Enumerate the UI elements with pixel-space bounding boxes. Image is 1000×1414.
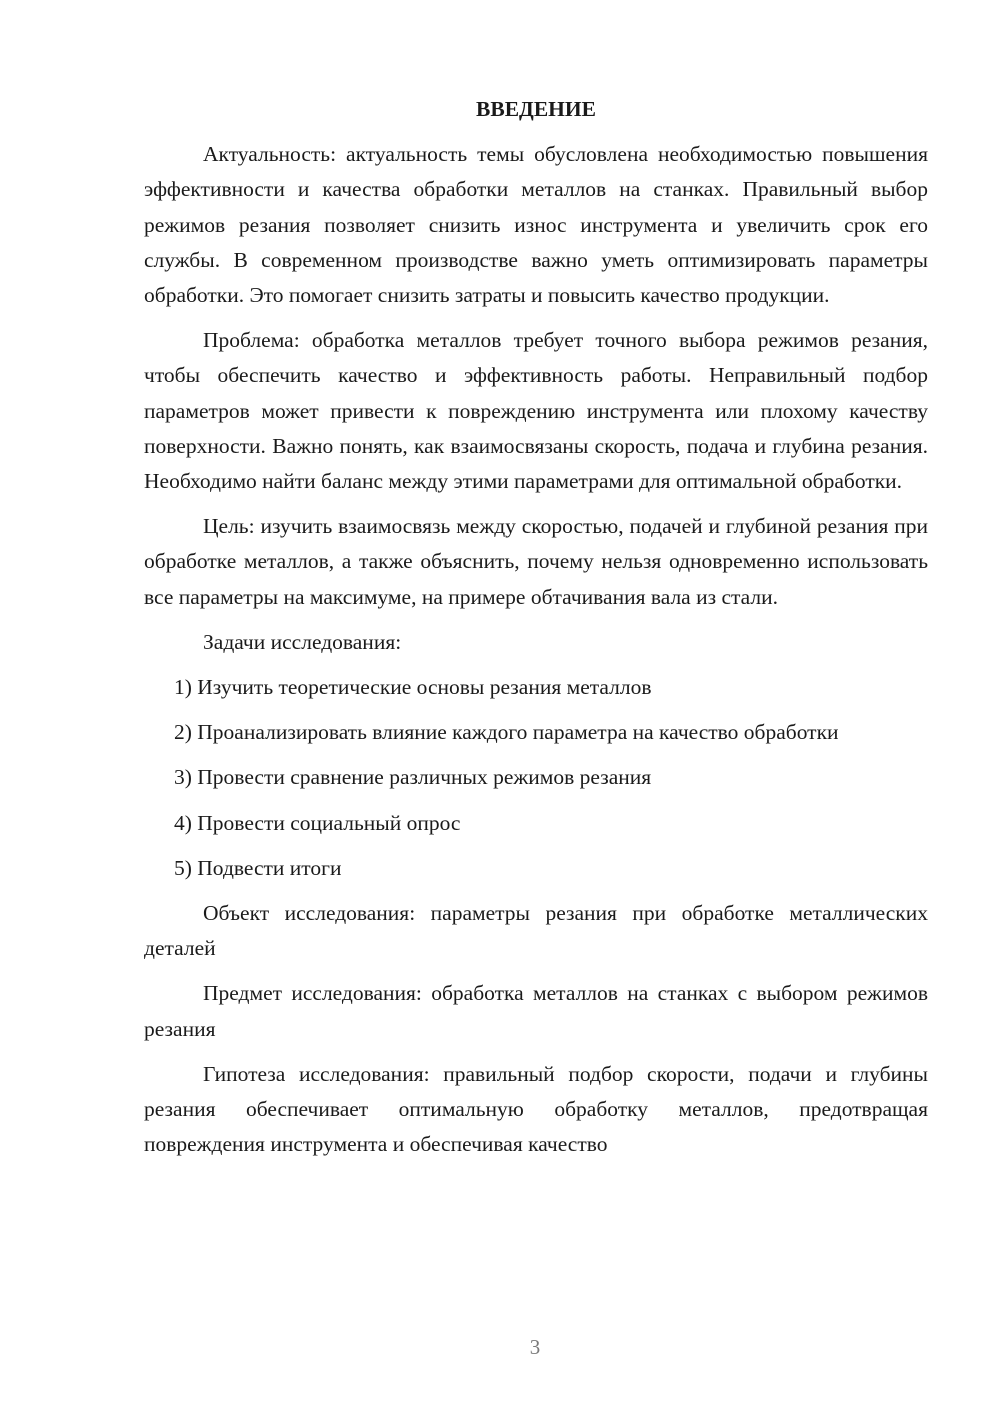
paragraph-object: Объект исследования: параметры резания при обработке металлических деталей	[144, 901, 928, 961]
task-item: 4) Провести социальный опрос	[174, 810, 461, 835]
task-item: 1) Изучить теоретические основы резания металлов	[174, 675, 652, 700]
page-title: ВВЕДЕНИЕ	[476, 97, 596, 121]
document-body	[144, 92, 928, 1172]
paragraph-subject: Предмет исследования: обработка металлов на станках с выбором режимов резания	[144, 981, 928, 1041]
page-number: 3	[529, 1335, 541, 1359]
paragraph-problem: Проблема: обработка металлов требует точного выбора режимов резания, чтобы обеспечить качество и эффективность работы. Неправильный подбор параметров может привести к повреждению инструмента или плохому качеству поверхности. Важно понять, как взаимосвязаны скорость, подача и глубина резания. Необходимо найти баланс между этими параметрами для оптимальной обработки.	[144, 328, 928, 494]
task-item: 3) Провести сравнение различных режимов резания	[174, 765, 652, 790]
paragraph-hypothesis: Гипотеза исследования: правильный подбор скорости, подачи и глубины резания обеспечивает оптимальную обработку металлов, предотвращая повреждения инструмента и обеспечивая качество	[144, 1061, 928, 1157]
tasks-heading: Задачи исследования:	[203, 629, 402, 654]
paragraph-goal: Цель: изучить взаимосвязь между скоростью, подачей и глубиной резания при обработке металлов, а также объяснить, почему нельзя одновременно использовать все параметры на максимуме, на примере обтачивания вала из стали.	[144, 514, 928, 609]
paragraph-relevance: Актуальность: актуальность темы обусловлена необходимостью повышения эффективности и качества обработки металлов на станках. Правильный выбор режимов резания позволяет снизить износ инструмента и увеличить срок его службы. В современном производстве важно уметь оптимизировать параметры обработки. Это помогает снизить затраты и повысить качество продукции.	[144, 142, 928, 308]
task-item: 2) Проанализировать влияние каждого параметра на качество обработки	[174, 720, 839, 745]
task-item: 5) Подвести итоги	[174, 855, 342, 880]
